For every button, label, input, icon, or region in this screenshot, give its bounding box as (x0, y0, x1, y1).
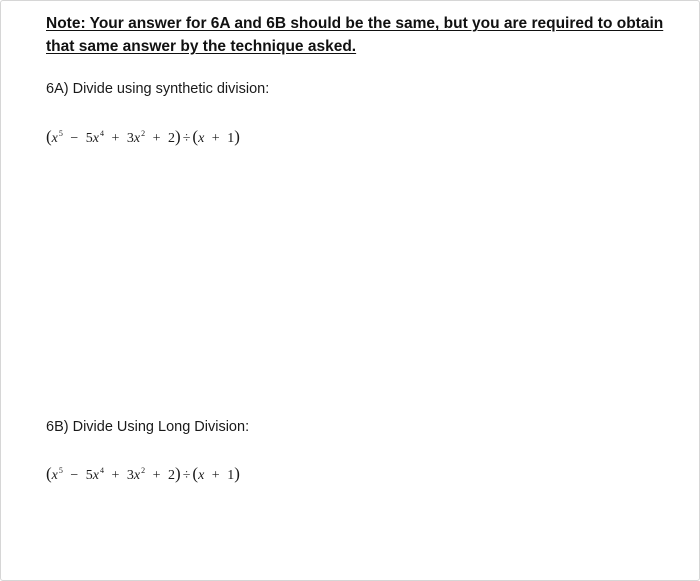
exponent: 4 (100, 466, 105, 475)
plus-sign: + (111, 131, 120, 146)
exponent: 4 (100, 129, 105, 138)
plus-sign: + (211, 131, 220, 146)
variable-x: x (51, 131, 58, 146)
close-paren: ) (234, 127, 240, 146)
division-sign: ÷ (182, 131, 191, 146)
constant: 2 (168, 468, 176, 483)
variable-x: x (133, 468, 141, 483)
question-6a-heading: 6A) Divide using synthetic division: (46, 81, 270, 97)
open-paren: ( (192, 127, 199, 146)
coefficient: 5 (85, 131, 93, 146)
close-paren: ) (234, 464, 240, 483)
question-6b-heading: 6B) Divide Using Long Division: (46, 419, 250, 435)
plus-sign: + (152, 131, 161, 146)
variable-x: x (198, 131, 205, 146)
minus-sign: − (70, 468, 79, 483)
variable-x: x (92, 131, 100, 146)
exponent: 2 (141, 466, 146, 475)
close-paren: ) (175, 127, 181, 146)
coefficient: 5 (85, 468, 93, 483)
coefficient: 3 (126, 468, 134, 483)
instruction-note: Note: Your answer for 6A and 6B should be the same, but you are required to obtain that same answer by the technique asked. (46, 15, 664, 55)
plus-sign: + (211, 468, 220, 483)
division-sign: ÷ (182, 468, 191, 483)
exponent: 5 (58, 129, 63, 138)
constant: 2 (168, 131, 176, 146)
variable-x: x (198, 468, 205, 483)
variable-x: x (92, 468, 100, 483)
close-paren: ) (175, 464, 181, 483)
exponent: 5 (58, 466, 63, 475)
open-paren: ( (46, 127, 52, 146)
open-paren: ( (46, 464, 52, 483)
open-paren: ( (192, 464, 199, 483)
variable-x: x (51, 468, 58, 483)
minus-sign: − (70, 131, 79, 146)
question-6b-expression (46, 464, 240, 484)
question-6a-expression (46, 127, 240, 147)
plus-sign: + (111, 468, 120, 483)
coefficient: 3 (126, 131, 134, 146)
variable-x: x (133, 131, 141, 146)
divisor-constant: 1 (227, 468, 235, 483)
exponent: 2 (141, 129, 146, 138)
divisor-constant: 1 (227, 131, 235, 146)
plus-sign: + (152, 468, 161, 483)
